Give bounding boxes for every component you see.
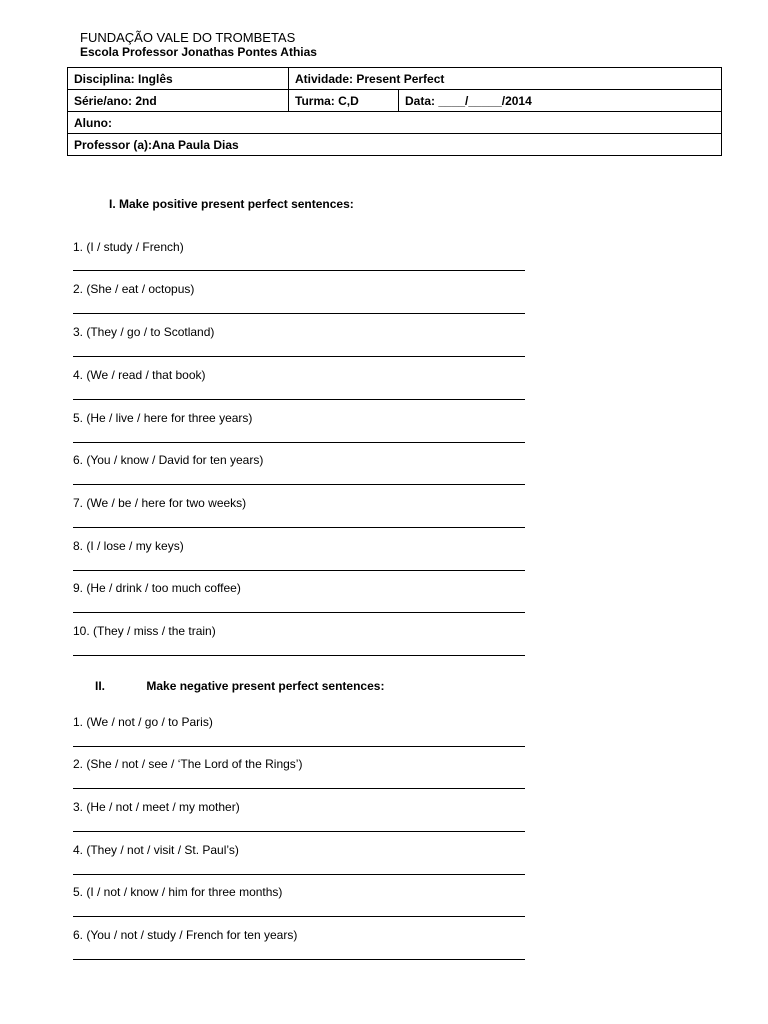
exercise-item: 6. (You / know / David for ten years) xyxy=(73,453,264,467)
answer-line[interactable] xyxy=(73,916,525,917)
answer-line[interactable] xyxy=(73,442,525,443)
document-header xyxy=(80,30,317,59)
exercise-item: 4. (They / not / visit / St. Paul’s) xyxy=(73,843,239,857)
exercise-item: 2. (She / eat / octopus) xyxy=(73,282,195,296)
exercise-item: 1. (I / study / French) xyxy=(73,240,184,254)
exercise-item: 3. (They / go / to Scotland) xyxy=(73,325,215,339)
answer-line[interactable] xyxy=(73,831,525,832)
answer-line[interactable] xyxy=(73,874,525,875)
section-2-title-text: Make negative present perfect sentences: xyxy=(146,679,385,693)
answer-line[interactable] xyxy=(73,313,525,314)
exercise-item: 5. (He / live / here for three years) xyxy=(73,411,253,425)
section-2-title xyxy=(95,679,384,693)
disciplina-cell: Disciplina: Inglês xyxy=(68,68,289,90)
section-1-title-text: Make positive present perfect sentences: xyxy=(119,197,354,211)
exercise-item: 4. (We / read / that book) xyxy=(73,368,206,382)
exercise-item: 6. (You / not / study / French for ten years) xyxy=(73,928,298,942)
info-row xyxy=(68,112,722,134)
data-cell: Data: ____/_____/2014 xyxy=(399,90,722,112)
answer-line[interactable] xyxy=(73,959,525,960)
info-row xyxy=(68,134,722,156)
answer-line[interactable] xyxy=(73,527,525,528)
exercise-item: 10. (They / miss / the train) xyxy=(73,624,216,638)
answer-line[interactable] xyxy=(73,788,525,789)
info-row xyxy=(68,90,722,112)
organization-name: FUNDAÇÃO VALE DO TROMBETAS xyxy=(80,30,296,45)
answer-line[interactable] xyxy=(73,484,525,485)
answer-line[interactable] xyxy=(73,356,525,357)
exercise-item: 1. (We / not / go / to Paris) xyxy=(73,715,213,729)
answer-line[interactable] xyxy=(73,612,525,613)
section-1-title xyxy=(109,197,354,211)
exercise-item: 2. (She / not / see / ‘The Lord of the Rings’) xyxy=(73,757,303,771)
aluno-cell: Aluno: xyxy=(68,112,722,134)
exercise-item: 5. (I / not / know / him for three months) xyxy=(73,885,283,899)
turma-cell: Turma: C,D xyxy=(289,90,399,112)
section-2-number: II. xyxy=(95,679,106,693)
section-1-number: I. xyxy=(109,197,116,211)
professor-cell: Professor (a):Ana Paula Dias xyxy=(68,134,722,156)
answer-line[interactable] xyxy=(73,399,525,400)
school-name: Escola Professor Jonathas Pontes Athias xyxy=(80,45,317,59)
answer-line[interactable] xyxy=(73,270,525,271)
answer-line[interactable] xyxy=(73,570,525,571)
info-table xyxy=(67,67,722,156)
serie-cell: Série/ano: 2nd xyxy=(68,90,289,112)
atividade-cell: Atividade: Present Perfect xyxy=(289,68,722,90)
exercise-item: 8. (I / lose / my keys) xyxy=(73,539,184,553)
exercise-item: 3. (He / not / meet / my mother) xyxy=(73,800,240,814)
exercise-item: 9. (He / drink / too much coffee) xyxy=(73,581,241,595)
exercise-item: 7. (We / be / here for two weeks) xyxy=(73,496,247,510)
answer-line[interactable] xyxy=(73,655,525,656)
info-row xyxy=(68,68,722,90)
answer-line[interactable] xyxy=(73,746,525,747)
